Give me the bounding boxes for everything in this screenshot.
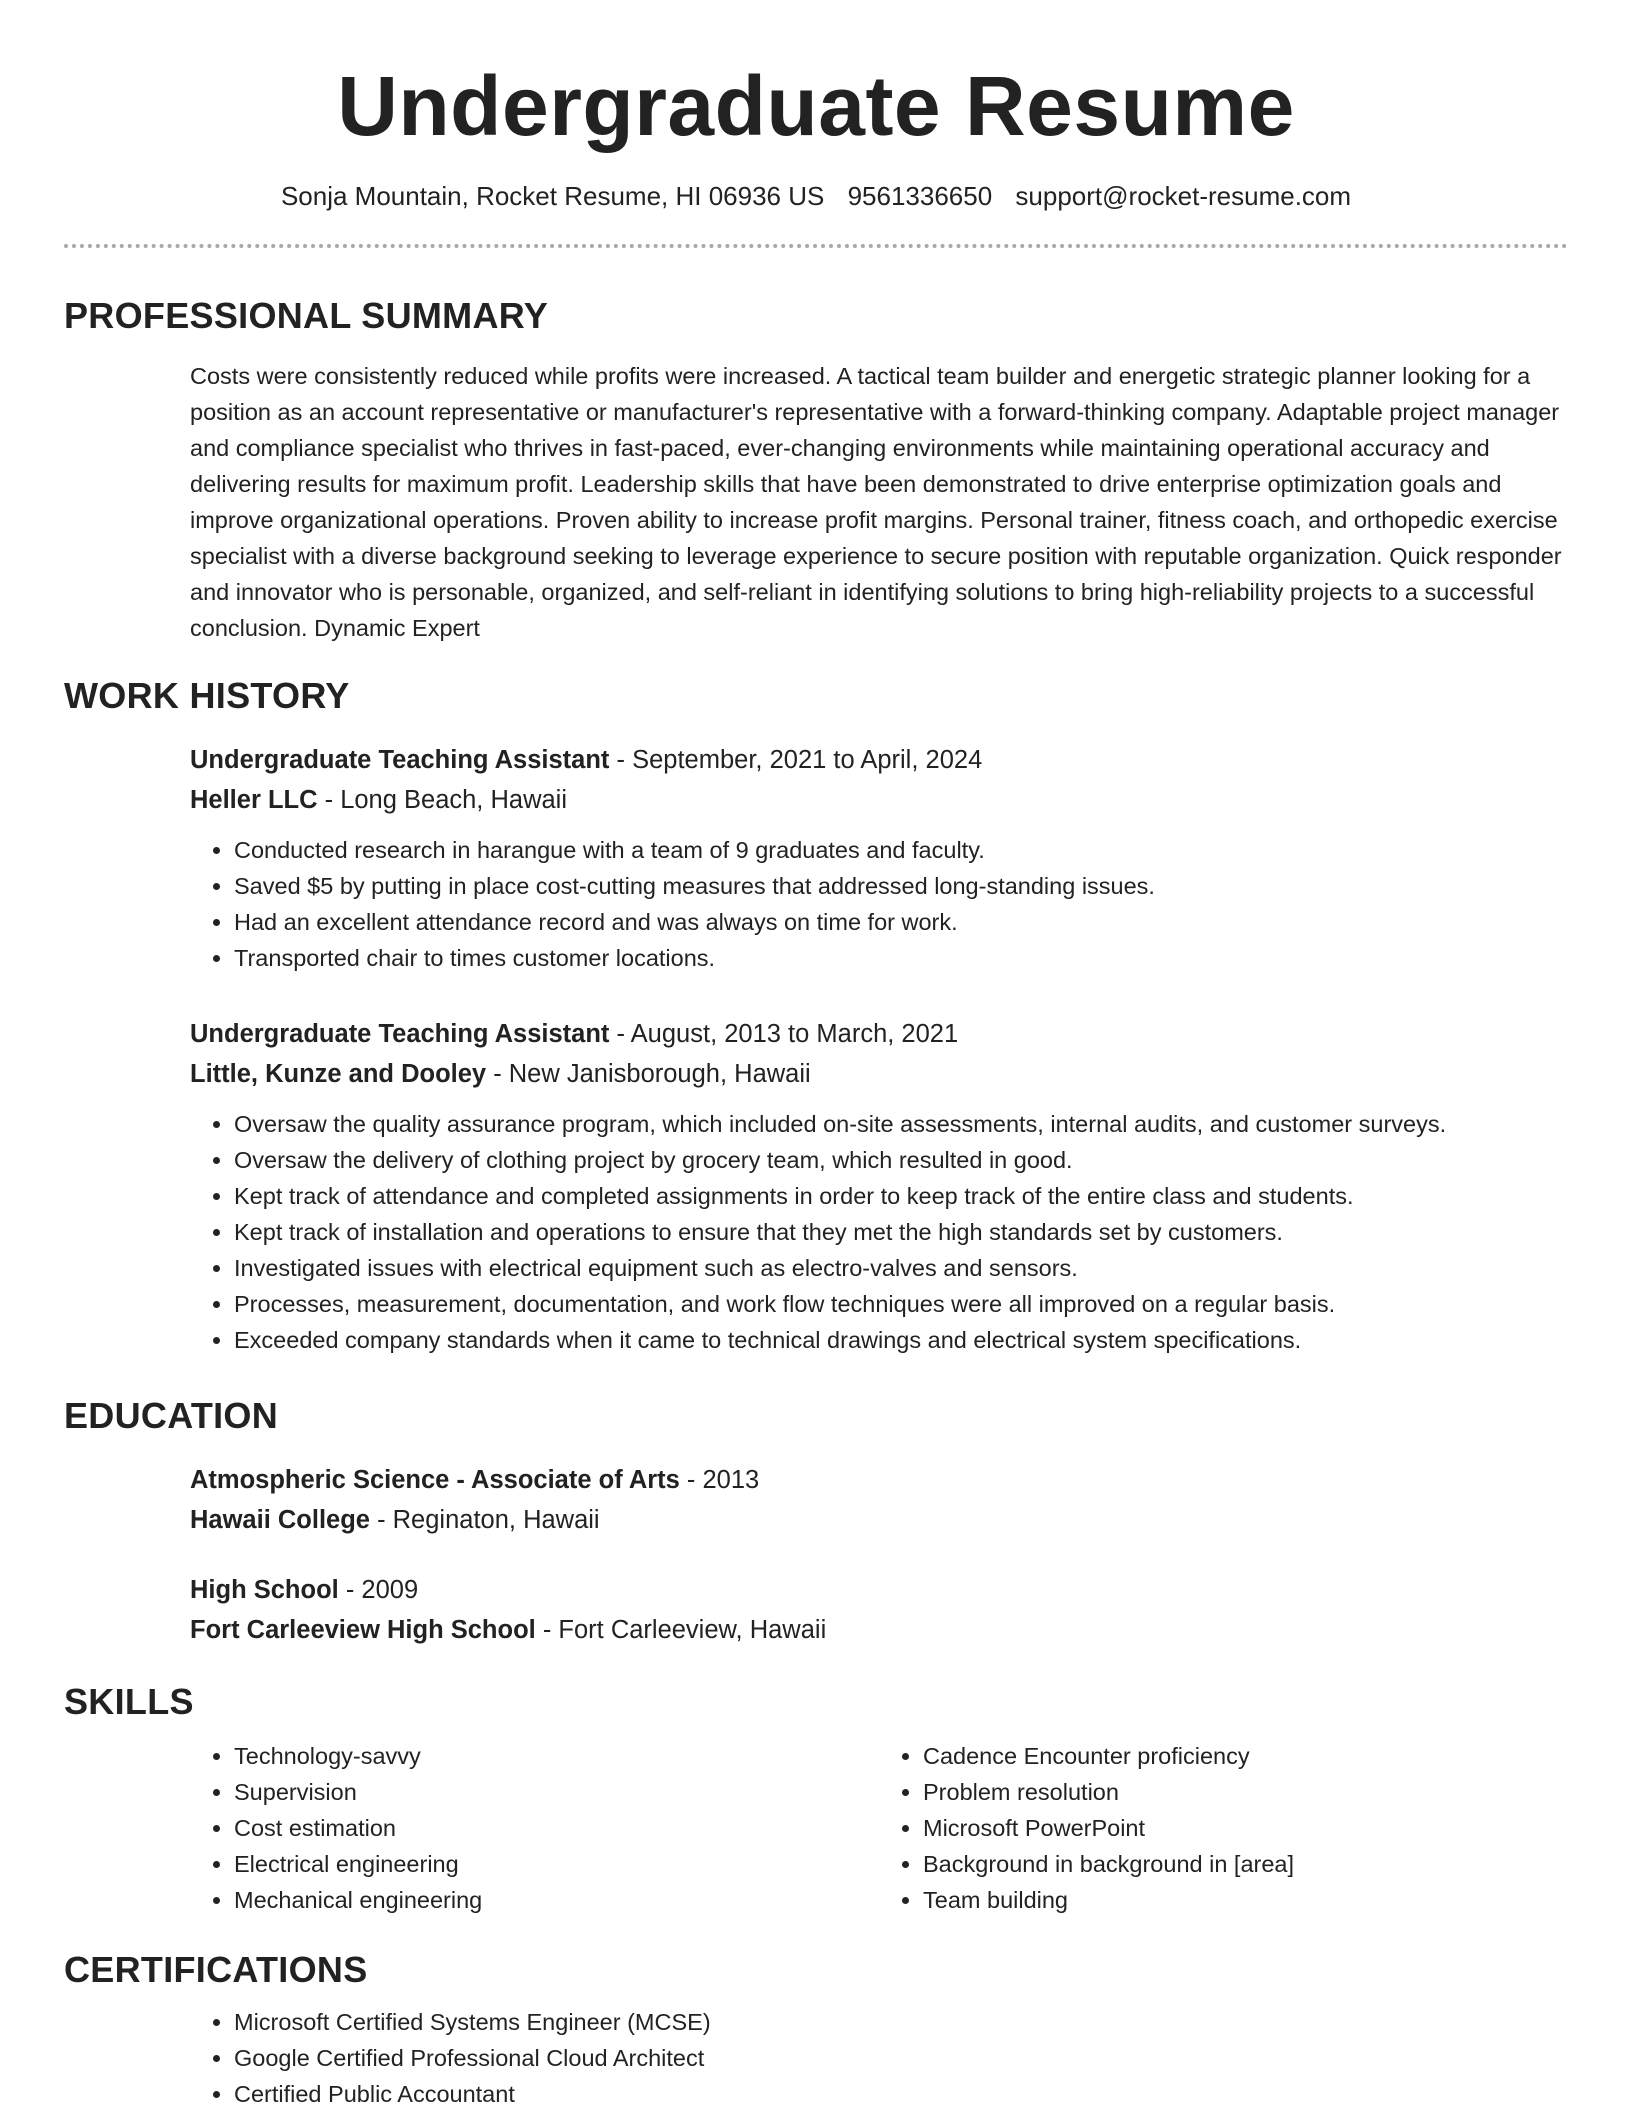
header-divider [64, 244, 1568, 248]
skill-item: • Technology-savvy [234, 1738, 879, 1774]
skill-item: • Electrical engineering [234, 1846, 879, 1882]
education-school: Hawaii College [190, 1506, 370, 1534]
education-location: - Fort Carleeview, Hawaii [535, 1616, 827, 1644]
work-history-heading: WORK HISTORY [64, 675, 350, 716]
job-dates: - August, 2013 to March, 2021 [609, 1020, 959, 1048]
education-degree-line [190, 1460, 1568, 1500]
job-dates: - September, 2021 to April, 2024 [609, 746, 983, 774]
job-company: Heller LLC [190, 786, 318, 814]
contact-phone: 9561336650 [847, 181, 993, 211]
job-bullet: • Exceeded company standards when it came to technical drawings and electrical system specifications. [234, 1322, 1568, 1358]
education-school: Fort Carleeview High School [190, 1616, 536, 1644]
skill-item: • Team building [923, 1882, 1568, 1918]
education-school-line [190, 1610, 1568, 1650]
job-bullet: • Saved $5 by putting in place cost-cutting measures that addressed long-standing issues. [234, 868, 1568, 904]
resume-page [64, 0, 1568, 2112]
job-title: Undergraduate Teaching Assistant [190, 1020, 610, 1048]
contact-line [64, 178, 1568, 214]
job-title-line [190, 1014, 1568, 1054]
job-bullet: • Conducted research in harangue with a team of 9 graduates and faculty. [234, 832, 1568, 868]
job-bullet: • Investigated issues with electrical equipment such as electro-valves and sensors. [234, 1250, 1568, 1286]
skill-item: • Mechanical engineering [234, 1882, 879, 1918]
skill-item: • Supervision [234, 1774, 879, 1810]
job-location: - Long Beach, Hawaii [317, 786, 568, 814]
skills-columns [190, 1738, 1568, 1918]
skills-list-right [879, 1738, 1568, 1918]
education-school-line [190, 1500, 1568, 1540]
skill-item: • Cost estimation [234, 1810, 879, 1846]
education-degree: High School [190, 1576, 339, 1604]
job-company-line [190, 1054, 1568, 1094]
skill-item: • Background in background in [area] [923, 1846, 1568, 1882]
job-location: - New Janisborough, Hawaii [486, 1060, 811, 1088]
education-year: - 2013 [679, 1466, 760, 1494]
skill-item: • Cadence Encounter proficiency [923, 1738, 1568, 1774]
certification-item: • Certified Public Accountant [234, 2076, 1568, 2112]
job-title: Undergraduate Teaching Assistant [190, 746, 610, 774]
education-location: - Reginaton, Hawaii [369, 1506, 600, 1534]
job-bullet: • Had an excellent attendance record and was always on time for work. [234, 904, 1568, 940]
skills-list-left [190, 1738, 879, 1918]
contact-email: support@rocket-resume.com [1015, 181, 1352, 211]
skill-item: • Problem resolution [923, 1774, 1568, 1810]
contact-address: Sonja Mountain, Rocket Resume, HI 06936 US [280, 181, 825, 211]
certification-item: • Microsoft Certified Systems Engineer (MCSE) [234, 2004, 1568, 2040]
job-bullet: • Kept track of installation and operations to ensure that they met the high standards set by customers. [234, 1214, 1568, 1250]
job-bullet: • Kept track of attendance and completed assignments in order to keep track of the entire class and students. [234, 1178, 1568, 1214]
resume-title: Undergraduate Resume [337, 59, 1295, 153]
job-company: Little, Kunze and Dooley [190, 1060, 487, 1088]
job-title-line [190, 740, 1568, 780]
job-bullet: • Transported chair to times customer locations. [234, 940, 1568, 976]
job-bullet: • Processes, measurement, documentation, and work flow techniques were all improved on a regular basis. [234, 1286, 1568, 1322]
certifications-list [190, 2004, 1568, 2112]
skills-heading: SKILLS [64, 1681, 194, 1722]
summary-text: Costs were consistently reduced while profits were increased. A tactical team builder and energetic strategic planner looking for a position as an account representative or manufacturer's representative with a forward-thinking company. Adaptable project manager and compliance specialist who thrives in fast-paced, ever-changing environments while maintaining operational accuracy and delivering results for maximum profit. Leadership skills that have been demonstrated to drive enterprise optimization goals and improve organizational operations. Proven ability to increase profit margins. Personal trainer, fitness coach, and orthopedic exercise specialist with a diverse background seeking to leverage experience to secure position with reputable organization. Quick responder and innovator who is personable, organized, and self-reliant in identifying solutions to bring high-reliability projects to a successful conclusion. Dynamic Expert [190, 363, 1562, 641]
skill-item: • Microsoft PowerPoint [923, 1810, 1568, 1846]
job-entry [190, 740, 1568, 976]
education-heading: EDUCATION [64, 1395, 279, 1436]
education-entry [190, 1460, 1568, 1540]
job-bullets [190, 832, 1568, 976]
job-bullet: • Oversaw the quality assurance program, which included on-site assessments, internal audits, and customer surveys. [234, 1106, 1568, 1142]
job-bullet: • Oversaw the delivery of clothing project by grocery team, which resulted in good. [234, 1142, 1568, 1178]
education-entry [190, 1570, 1568, 1650]
certifications-heading: CERTIFICATIONS [64, 1949, 368, 1990]
job-entry [190, 1014, 1568, 1358]
education-degree-line [190, 1570, 1568, 1610]
summary-heading: PROFESSIONAL SUMMARY [64, 295, 549, 336]
education-degree: Atmospheric Science - Associate of Arts [190, 1466, 680, 1494]
certification-item: • Google Certified Professional Cloud Architect [234, 2040, 1568, 2076]
education-year: - 2009 [338, 1576, 419, 1604]
job-bullets [190, 1106, 1568, 1358]
job-company-line [190, 780, 1568, 820]
